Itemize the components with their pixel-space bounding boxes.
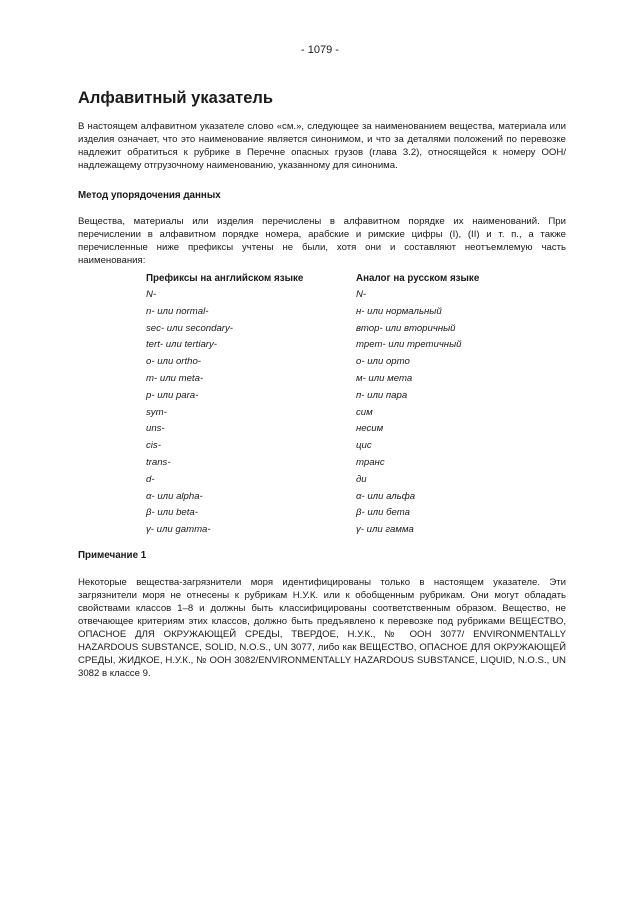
english-prefix-cell: m- или meta- xyxy=(146,372,204,384)
prefix-table-row xyxy=(146,373,536,390)
english-prefix-cell: trans- xyxy=(146,456,171,468)
prefix-table-row xyxy=(146,474,536,491)
russian-analog-cell: о- или орто xyxy=(356,356,410,368)
note-paragraph: Некоторые вещества-загрязнители моря идентифицированы только в настоящем указателе. Эти загрязнители моря не отнесены к рубрикам Н.У.К. или к обобщенным рубрикам. Они могут обладать свойствами классов 1–8 и должны быть классифицированы соответственным образом. Вещество, не отвечающее критериям этих классов, должно быть предъявлено к перевозке под рубриками ВЕЩЕСТВО, ОПАСНОЕ ДЛЯ ОКРУЖАЮЩЕЙ СРЕДЫ, ТВЕРДОЕ, Н.У.К., № ООН 3077/ ENVIRONMENTALLY HAZARDOUS SUBSTANCE, SOLID, N.O.S., UN 3077, либо как ВЕЩЕСТВО, ОПАСНОЕ ДЛЯ ОКРУЖАЮЩЕЙ СРЕДЫ, ЖИДКОЕ, Н.У.К., № ООН 3082/ENVIRONMENTALLY HAZARDOUS SUBSTANCE, LIQUID, N.O.S., UN 3082 в классе 9. xyxy=(78,577,566,679)
page-number: - 1079 - xyxy=(301,44,339,56)
english-prefix-cell: sec- или secondary- xyxy=(146,322,233,334)
prefix-table-body xyxy=(146,289,536,541)
russian-analog-cell: трет- или третичный xyxy=(356,339,462,351)
prefix-table-row xyxy=(146,440,536,457)
russian-analog-cell: несим xyxy=(356,423,384,435)
page-title: Алфавитный указатель xyxy=(78,89,274,107)
russian-analog-cell: β- или бета xyxy=(356,507,410,519)
english-prefix-cell: γ- или gamma- xyxy=(146,524,211,536)
prefix-table-row xyxy=(146,423,536,440)
english-prefix-cell: N- xyxy=(146,289,157,300)
prefix-table-row xyxy=(146,306,536,323)
english-prefix-cell: p- или para- xyxy=(146,389,199,401)
prefix-table-row xyxy=(146,407,536,424)
english-prefix-cell: tert- или tertiary- xyxy=(146,339,217,351)
note-heading: Примечание 1 xyxy=(78,550,147,561)
prefix-table-header xyxy=(146,273,536,289)
prefix-table-row xyxy=(146,289,536,306)
english-prefix-cell: uns- xyxy=(146,423,165,435)
russian-analog-cell: сим xyxy=(356,406,373,418)
prefix-table-row xyxy=(146,457,536,474)
russian-analog-cell: цис xyxy=(356,440,372,452)
prefix-table-row xyxy=(146,339,536,356)
prefix-table xyxy=(146,273,536,541)
russian-analog-cell: втор- или вторичный xyxy=(356,322,456,334)
english-prefix-cell: n- или normal- xyxy=(146,305,209,317)
russian-analog-cell: γ- или гамма xyxy=(356,524,414,536)
prefix-table-row xyxy=(146,524,536,541)
prefix-table-row xyxy=(146,491,536,508)
russian-analog-cell: транс xyxy=(356,456,385,468)
russian-analog-cell: α- или альфа xyxy=(356,490,416,502)
russian-analog-cell: н- или нормальный xyxy=(356,305,442,317)
intro-paragraph: В настоящем алфавитном указателе слово «см.», следующее за наименованием вещества, материала или изделия означает, что это наименование является синонимом, и что за деталями положений по перевозке надлежит обратиться к рубрике в Перечне опасных грузов (глава 3.2), относящейся к номеру ООН/надлежащему отгрузочному наименованию, указанному для синонима. xyxy=(78,121,566,171)
prefix-table-row xyxy=(146,323,536,340)
english-prefix-cell: o- или ortho- xyxy=(146,356,202,368)
prefix-table-row xyxy=(146,356,536,373)
english-prefix-cell: d- xyxy=(146,473,155,485)
header-russian-analog: Аналог на русском языке xyxy=(356,273,480,284)
prefix-table-row xyxy=(146,507,536,524)
method-heading: Метод упорядочения данных xyxy=(78,190,221,201)
header-english-prefixes: Префиксы на английском языке xyxy=(146,273,304,284)
method-paragraph: Вещества, материалы или изделия перечислены в алфавитном порядке их наименований. При перечислении в алфавитном порядке номера, арабские и римские цифры (I), (II) и т. п., а также перечисленные ниже префиксы учтены не были, хотя они и составляют неотъемлемую часть наименования: xyxy=(78,216,566,266)
english-prefix-cell: α- или alpha- xyxy=(146,490,203,502)
russian-analog-cell: ди xyxy=(356,473,367,485)
english-prefix-cell: sym- xyxy=(146,406,167,418)
english-prefix-cell: cis- xyxy=(146,440,161,452)
english-prefix-cell: β- или beta- xyxy=(146,507,198,519)
russian-analog-cell: м- или мета xyxy=(356,372,413,384)
russian-analog-cell: п- или пара xyxy=(356,389,408,401)
prefix-table-row xyxy=(146,390,536,407)
russian-analog-cell: N- xyxy=(356,289,367,300)
